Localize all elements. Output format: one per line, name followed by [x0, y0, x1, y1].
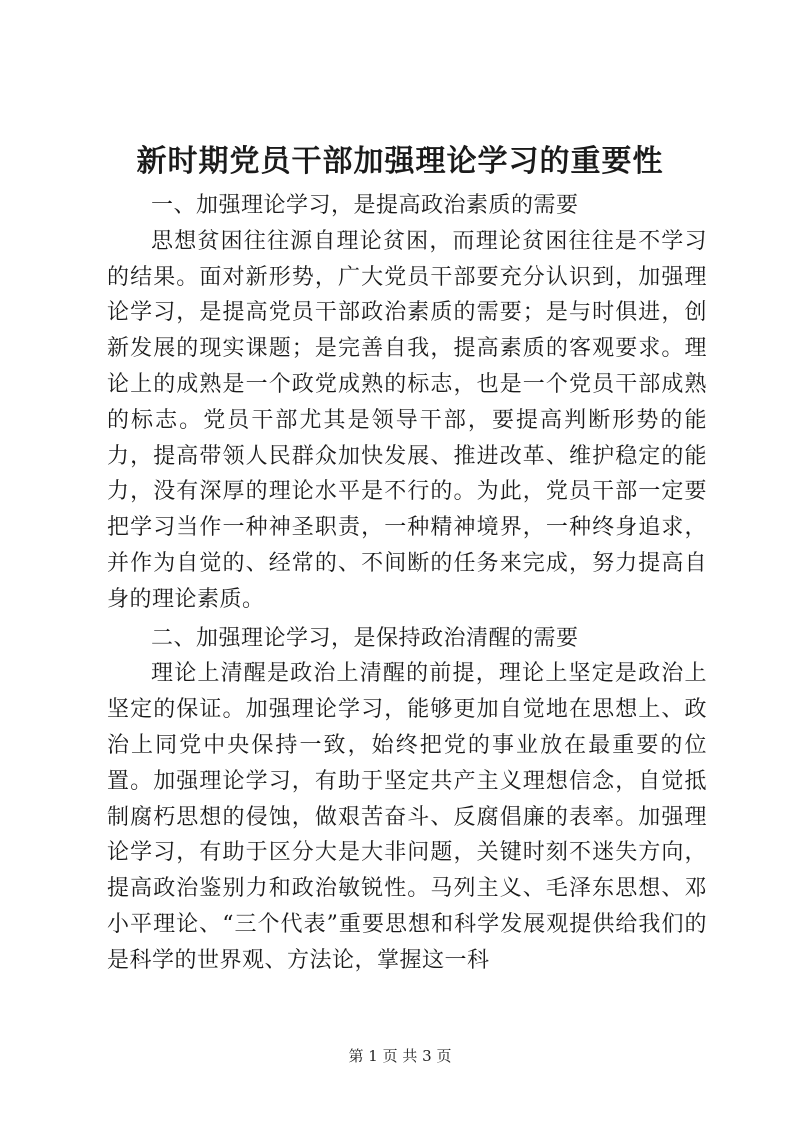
page-footer: 第 1 页 共 3 页 — [348, 1047, 452, 1065]
section-heading-1: 一、加强理论学习，是提高政治素质的需要 — [151, 193, 579, 218]
document-body — [107, 188, 707, 979]
section-heading-2: 二、加强理论学习，是保持政治清醒的需要 — [151, 625, 579, 651]
section-paragraph-1: 思想贫困往往源自理论贫困，而理论贫困往往是不学习的结果。面对新形势，广大党员干部要充分认识到，加强理论学习，是提高党员干部政治素质的需要；是与时俱进，创新发展的现实课题；是完善自我，提高素质的客观要求。理论上的成熟是一个政党成熟的标志，也是一个党员干部成熟的标志。党员干部尤其是领导干部，要提高判断形势的能力，提高带领人民群众加快发展、推进改革、维护稳定的能力，没有深厚的理论水平是不行的。为此，党员干部一定要把学习当作一种神圣职责，一种精神境界，一种终身追求，并作为自觉的、经常的、不间断的任务来完成，努力提高自身的理论素质。 — [107, 228, 707, 612]
section-paragraph-2: 理论上清醒是政治上清醒的前提，理论上坚定是政治上坚定的保证。加强理论学习，能够更加自觉地在思想上、政治上同党中央保持一致，始终把党的事业放在最重要的位置。加强理论学习，有助于坚定共产主义理想信念，自觉抵制腐朽思想的侵蚀，做艰苦奋斗、反腐倡廉的表率。加强理论学习，有助于区分大是大非问题，关键时刻不迷失方向，提高政治鉴别力和政治敏锐性。马列主义、毛泽东思想、邓小平理论、“三个代表”重要思想和科学发展观提供给我们的是科学的世界观、方法论，掌握这一科 — [107, 661, 707, 973]
document-title: 新时期党员干部加强理论学习的重要性 — [136, 144, 664, 179]
